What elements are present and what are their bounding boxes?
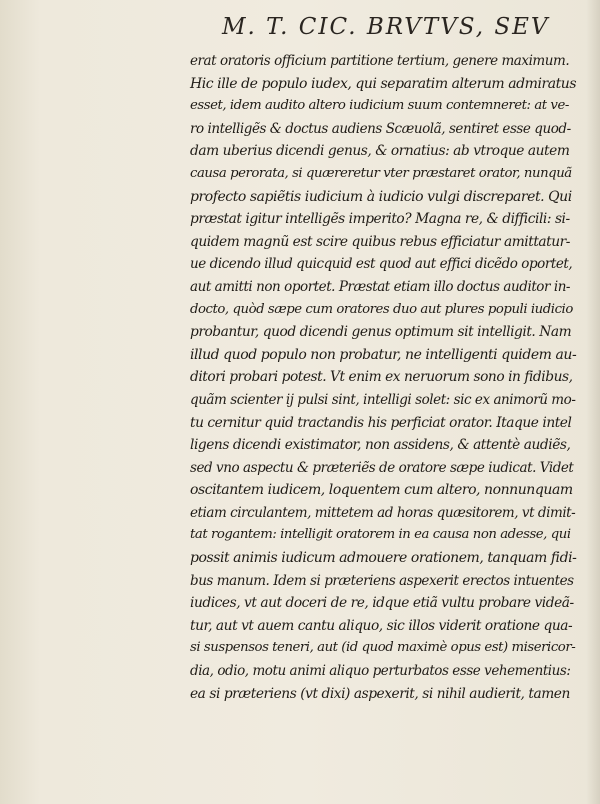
text-line: si suspensos teneri, aut (id quod maximè opus est) misericor-: [190, 640, 576, 656]
text-line: sed vno aspectu & præteriẽs de oratore sæpe iudicat. Videt: [190, 459, 574, 476]
text-line: possit animis iudicum admouere orationem, tanquam fidi-: [190, 550, 577, 567]
text-line: erat oratoris officium partitione tertium, genere maximum.: [190, 53, 570, 69]
text-line: oscitantem iudicem, loquentem cum altero, nonnunquam: [190, 482, 573, 499]
text-line: illud quod populo non probatur, ne intelligenti quidem au-: [190, 346, 577, 363]
text-line: quidem magnũ est scire quibus rebus efficiatur amittatur-: [190, 233, 570, 250]
text-line: ligens dicendi existimator, non assidens, & attentè audiẽs,: [190, 437, 571, 454]
page-gutter-shadow: [586, 0, 600, 804]
text-line: quãm scienter ij pulsi sint, intelligi solet: sic ex animorũ mo-: [190, 391, 576, 408]
text-line: ro intelligẽs & doctus audiens Scæuolã, sentiret esse quod-: [190, 120, 571, 137]
text-line: dia, odio, motu animi aliquo perturbatos esse vehementius:: [190, 663, 571, 680]
text-line: aut amitti non oportet. Præstat etiam illo doctus auditor in-: [190, 278, 571, 295]
text-line: ditori probari potest. Vt enim ex neruorum sono in fidibus,: [190, 369, 573, 386]
text-line: etiam circulantem, mittetem ad horas quæsitorem, vt dimit-: [190, 504, 576, 521]
text-line: esset, idem audito altero iudicium suum contemneret: at ve-: [190, 98, 569, 114]
text-line: bus manum. Idem si præteriens aspexerit erectos intuentes: [190, 572, 574, 589]
running-header: M. T. CIC. BRVTVS, SEV: [222, 14, 550, 40]
text-line: ea si præteriens (vt dixi) aspexerit, si nihil audierit, tamen: [190, 685, 570, 702]
text-line: tu cernitur quid tractandis his perficiat orator. Itaque intel: [190, 414, 572, 431]
text-line: ue dicendo illud quicquid est quod aut effici dicẽdo oportet,: [190, 256, 573, 273]
text-line: tat rogantem: intelligit oratorem in ea causa non adesse, qui: [190, 527, 571, 543]
text-line: causa perorata, si quæreretur vter præstaret orator, nunquã: [190, 165, 572, 181]
text-line: probantur, quod dicendi genus optimum sit intelligit. Nam: [190, 324, 572, 341]
text-line: tur, aut vt auem cantu aliquo, sic illos viderit oratione qua-: [190, 617, 573, 634]
text-line: docto, quòd sæpe cum oratores duo aut plures populi iudicio: [190, 301, 573, 317]
text-line: Hic ille de populo iudex, qui separatim alterum admiratus: [190, 75, 577, 92]
text-body: [190, 50, 576, 705]
text-line: profecto sapiẽtis iudicium à iudicio vulgi discreparet. Qui: [190, 188, 572, 205]
text-line: dam uberius dicendi genus, & ornatius: ab vtroque autem: [190, 143, 570, 160]
text-line: iudices, vt aut doceri de re, idque etiã vultu probare videã-: [190, 595, 574, 612]
text-line: præstat igitur intelligẽs imperito? Magna re, & difficili: si-: [190, 211, 570, 228]
